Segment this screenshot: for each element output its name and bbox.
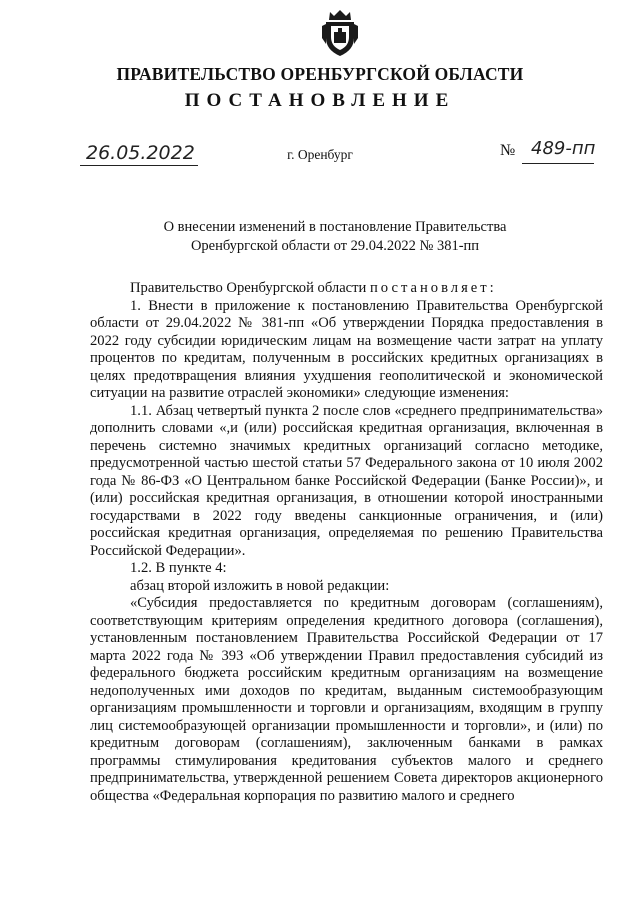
date-underline <box>80 165 198 166</box>
intro-prefix: Правительство Оренбургской области <box>130 280 367 296</box>
government-name: ПРАВИТЕЛЬСТВО ОРЕНБУРГСКОЙ ОБЛАСТИ <box>116 64 524 84</box>
document-date: 26.05.2022 <box>86 142 195 164</box>
number-underline <box>522 163 594 164</box>
paragraph-1-2: 1.2. В пункте 4: <box>130 560 227 576</box>
coat-of-arms-icon <box>318 8 362 58</box>
document-number: 489-пп <box>531 138 596 159</box>
number-sign: № <box>500 142 516 159</box>
paragraph-1-2-a: абзац второй изложить в новой редакции: <box>130 577 390 594</box>
paragraph-1-1: 1.1. Абзац четвертый пункта 2 после слов «среднего предпринимательства» дополнить словами «,и (или) российская кредитная организация, включенная в перечень системно значимых кредитных организаций согласно методике, предусмотренной частью шестой статьи 57 Федерального закона от 10 июля 2002 года № 86-ФЗ «О Центральном банке Российской Федерации (Банке России)», и (или) российская кредитная организация, в отношении которой иностранными государствами в 2022 году введены санкционные ограничения, и (или) российская кредитная организация, определяемая по решению Правительства Российской Федерации». <box>90 402 603 559</box>
paragraph-1: 1. Внести в приложение к постановлению Правительства Оренбургской области от 29.04.2022 № 381-пп «Об утверждении Порядка предоставления в 2022 году субсидии юридическим лицам на возмещение части затрат на уплату процентов по кредитам, полученным в российских кредитных организациях в целях предотвращения влияния ухудшения геополитической и экономической ситуации на развитие отраслей экономики» следующие изменения: <box>90 297 603 401</box>
paragraph-quote: «Субсидия предоставляется по кредитным договорам (соглашениям), соответствующим критериям определения кредитного договора (соглашения), установленным постановлением Правительства Российской Федерации от 17 марта 2022 года № 393 «Об утверждении Правил предоставления субсидий из федерального бюджета российским кредитным организациям на возмещение недополученных ими доходов по кредитам, выданным системообразующим организациям промышленности и торговли и организациям, входящим в группу лиц системообразующей организации промышленности и торговли», и (или) по кредитным договорам (соглашениям), заключенным банками в рамках программы стимулирования кредитования субъектов малого и среднего предпринимательства, утвержденной решением Совета директоров акционерного общества «Федеральная корпорация по развитию малого и среднего <box>90 595 603 804</box>
subject-line-1: О внесении изменений в постановление Правительства <box>163 219 507 235</box>
document-type: ПОСТАНОВЛЕНИЕ <box>184 90 456 111</box>
document-subject <box>100 218 570 256</box>
document-body <box>90 280 603 805</box>
document-city: г. Оренбург <box>287 147 353 162</box>
intro-decree-word: постановляет: <box>370 280 497 296</box>
subject-line-2: Оренбургской области от 29.04.2022 № 381-пп <box>190 238 480 254</box>
intro-paragraph <box>90 280 603 298</box>
